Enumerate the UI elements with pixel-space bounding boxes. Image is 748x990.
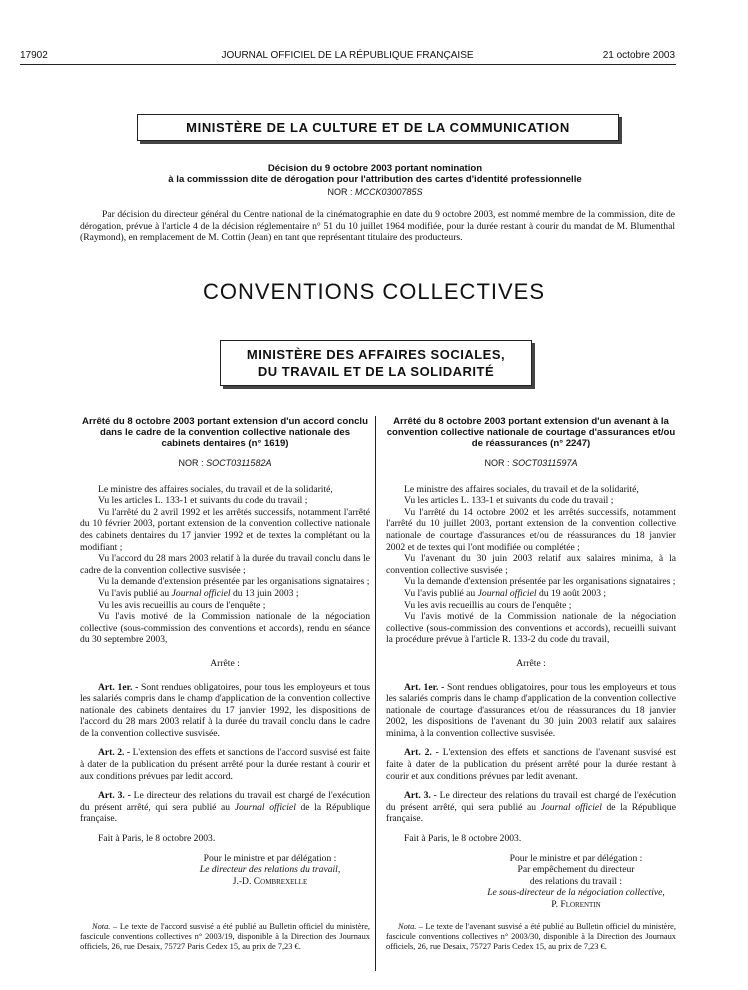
- left-p4: Vu l'accord du 28 mars 2003 relatif à la durée du travail conclu dans le cadre de la convention collective susvisée ;: [80, 553, 370, 576]
- left-sig1: Pour le ministre et par délégation :: [203, 852, 337, 864]
- left-sig2: Le directeur des relations du travail,: [199, 864, 341, 876]
- ministry-social-box: [220, 340, 532, 386]
- left-p2: Vu les articles L. 133-1 et suivants du code du travail ;: [98, 495, 308, 507]
- right-p8: Vu l'avis motivé de la Commission nationale de la négociation collective (sous-commission des conventions et accords), recueilli suivant la procédure prévue à l'article R. 133-2 du code du travail,: [386, 611, 676, 646]
- decision-title-line2: à la commisssion dite de dérogation pour l'attribution des cartes d'identité professionnelle: [168, 174, 582, 185]
- right-fait: Fait à Paris, le 8 octobre 2003.: [404, 833, 522, 845]
- left-p8: Vu l'avis motivé de la Commission nationale de la négociation collective (sous-commission des conventions et accords), rendu en séance du 30 septembre 2003,: [80, 611, 370, 646]
- right-nor: [386, 458, 676, 470]
- ministry-culture-box: MINISTÈRE DE LA CULTURE ET DE LA COMMUNICATION: [137, 114, 619, 141]
- header-rule: [20, 64, 676, 65]
- left-nor: [80, 458, 370, 470]
- right-p7: Vu les avis recueillis au cours de l'enquête ;: [404, 599, 572, 611]
- left-p1: Le ministre des affaires sociales, du travail et de la solidarité,: [98, 483, 333, 495]
- right-column: [386, 416, 676, 911]
- decision-body: Par décision du directeur général du Centre national de la cinématographie en date du 9 octobre 2003, est nommé membre de la commission, dite de dérogation, prévue à l'article 4 de la décision réglementaire n° 51 du 10 juillet 1964 modifiée, pour la durée restant à courir du mandat de M. Blumenthal (Raymond), en remplacement de M. Cottin (Jean) en tant que représentant titulaire des producteurs.: [80, 209, 675, 244]
- left-fait: Fait à Paris, le 8 octobre 2003.: [98, 833, 216, 845]
- left-nor-code: SOCT0311582A: [206, 458, 272, 468]
- left-p7: Vu les avis recueillis au cours de l'enquête ;: [98, 599, 266, 611]
- left-art3: Art. 3. - Le directeur des relations du travail est chargé de l'exécution du présent arrêté, qui sera publié au Journal officiel de la République française.: [80, 790, 370, 825]
- right-sig2: Par empêchement du directeur: [517, 864, 635, 876]
- right-nor-label: NOR :: [484, 458, 510, 468]
- right-p4: Vu l'avenant du 30 juin 2003 relatif aux salaires minima, à la convention collective susvisée ;: [386, 553, 676, 576]
- decision-nor-label: NOR :: [327, 187, 353, 197]
- left-art1: Art. 1er. - Sont rendues obligatoires, pour tous les employeurs et tous les salariés compris dans le champ d'application de la convention collective nationale des cabinets dentaires du 17 janvier 1992, les dispositions de l'accord du 28 mars 2003 relatif à la durée du travail conclu dans le cadre de la convention collective susvisée.: [80, 681, 370, 739]
- right-sig4: Le sous-directeur de la négociation collective,: [487, 887, 665, 899]
- journal-title: JOURNAL OFFICIEL DE LA RÉPUBLIQUE FRANÇAISE: [221, 50, 474, 61]
- ministry-social-line1: MINISTÈRE DES AFFAIRES SOCIALES,: [246, 347, 506, 362]
- right-sig5: P. Florentin: [551, 899, 601, 910]
- left-column: [80, 416, 370, 887]
- right-title: Arrêté du 8 octobre 2003 portant extension d'un avenant à la convention collective nationale de courtage d'assurances et/ou de réassurances (n° 2247): [386, 416, 676, 449]
- left-nor-label: NOR :: [178, 458, 204, 468]
- left-p6: Vu l'avis publié au Journal officiel du 13 juin 2003 ;: [98, 587, 299, 599]
- right-sig1: Pour le ministre et par délégation :: [509, 852, 643, 864]
- ministry-social-line2: DU TRAVAIL ET DE LA SOLIDARITÉ: [257, 364, 495, 379]
- right-p3: Vu l'arrêté du 14 octobre 2002 et les arrêtés successifs, notamment l'arrêté du 10 juillet 2003, portant extension de la convention collective nationale de courtage d'assurances et/ou de réassurances du 18 janvier 2002 et de textes qui l'ont modifiée ou complétée ;: [386, 506, 676, 553]
- left-p3: Vu l'arrêté du 2 avril 1992 et les arrêtés successifs, notamment l'arrêté du 10 février 2003, portant extension de la convention collective nationale des cabinets dentaires du 17 janvier 1992 et de textes la complétant ou la modifiant ;: [80, 506, 370, 553]
- right-sig3: des relations du travail :: [529, 875, 623, 887]
- issue-date: 21 octobre 2003: [602, 50, 675, 61]
- decision-nor: [60, 187, 690, 198]
- left-arrete: Arrête :: [210, 657, 240, 669]
- right-nor-code: SOCT0311597A: [512, 458, 578, 468]
- decision-title: [60, 163, 690, 198]
- right-p5: Vu la demande d'extension présentée par les organisations signataires ;: [404, 576, 676, 588]
- left-title: Arrêté du 8 octobre 2003 portant extension d'un accord conclu dans le cadre de la convention collective nationale des cabinets dentaires (n° 1619): [82, 416, 368, 449]
- right-art3: Art. 3. - Le directeur des relations du travail est chargé de l'exécution du présent arrêté, qui sera publié au Journal officiel de la République française.: [386, 790, 676, 825]
- right-note: Nota. – Le texte de l'avenant susvisé a été publié au Bulletin officiel du ministère, fascicule conventions collectives n° 2003/30, disponible à la Direction des Journaux officiels, 26, rue Desaix, 75727 Paris Cedex 15, au prix de 7,23 €.: [386, 922, 676, 951]
- right-p1: Le ministre des affaires sociales, du travail et de la solidarité,: [404, 483, 639, 495]
- page-number: 17902: [20, 50, 48, 61]
- right-p2: Vu les articles L. 133-1 et suivants du code du travail ;: [404, 495, 614, 507]
- left-p5: Vu la demande d'extension présentée par les organisations signataires ;: [98, 576, 370, 588]
- right-arrete: Arrête :: [516, 657, 546, 669]
- decision-title-line1: Décision du 9 octobre 2003 portant nomination: [267, 163, 483, 174]
- right-art1: Art. 1er. - Sont rendues obligatoires, pour tous les employeurs et tous les salariés compris dans le champ d'application de la convention collective nationale de courtage d'assurances et/ou de réassurances du 18 janvier 2002, les dispositions de l'avenant du 30 juin 2003 relatif aux salaires minima, à la convention collective susvisée.: [386, 681, 676, 739]
- section-title: CONVENTIONS COLLECTIVES: [202, 279, 546, 304]
- right-p6: Vu l'avis publié au Journal officiel du 19 août 2003 ;: [404, 587, 607, 599]
- left-sig3: J.-D. Combrexelle: [232, 875, 308, 887]
- decision-nor-code: MCCK0300785S: [354, 187, 423, 197]
- column-separator: [375, 416, 376, 971]
- left-art2: Art. 2. - L'extension des effets et sanctions de l'accord susvisé est faite à dater de la publication du présent arrêté pour la durée restant à courir et aux conditions prévues par ledit accord.: [80, 747, 371, 782]
- right-art2: Art. 2. - L'extension des effets et sanctions de l'avenant susvisé est faite à dater de la publication du présent arrêté pour la durée restant à courir et aux conditions prévues par ledit avenant.: [386, 747, 676, 782]
- left-note: Nota. – Le texte de l'accord susvisé a été publié au Bulletin officiel du ministère, fascicule conventions collectives n° 2003/19, disponible à la Direction des Journaux officiels, 26, rue Desaix, 75727 Paris Cedex 15, au prix de 7,23 €.: [80, 922, 371, 951]
